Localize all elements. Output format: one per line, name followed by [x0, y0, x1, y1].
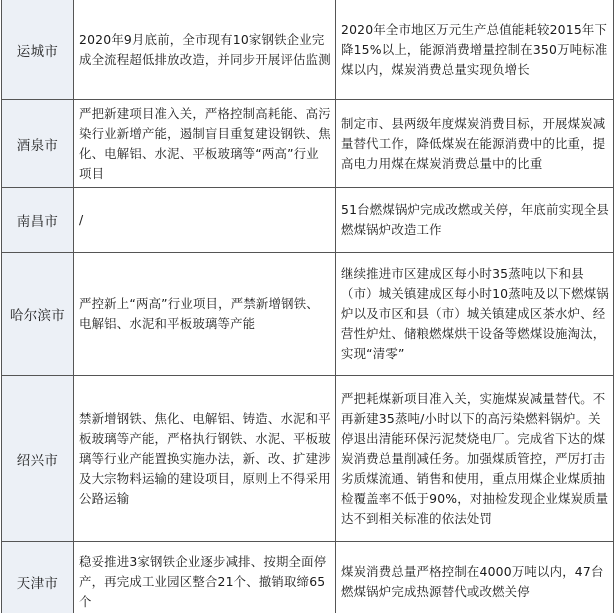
city-cell: 酒泉市	[2, 100, 74, 188]
industry-measure-cell: 2020年9月底前，全市现有10家钢铁企业完成全流程超低排放改造，并同步开展评估监测	[74, 0, 336, 100]
table-row	[2, 0, 614, 100]
coal-measure-cell: 严把耗煤新项目准入关，实施煤炭减量替代。不再新建35蒸吨/小时以下的高污染燃料锅炉。关停退出清能环保污泥焚烧电厂。完成省下达的煤炭消费总量削减任务。加强煤质管控，严厉打击劣质煤流通、销售和使用，重点用煤企业煤质抽检覆盖率不低于90%，对抽检发现企业煤炭质量达不到相关标准的依法处罚	[336, 376, 614, 542]
industry-measure-cell: 稳妥推进3家钢铁企业逐步减排、按期全面停产，再完成工业园区整合21个、撤销取缔65个	[74, 542, 336, 613]
city-cell: 绍兴市	[2, 376, 74, 542]
coal-measure-cell: 煤炭消费总量严格控制在4000万吨以内，47台燃煤锅炉完成热源替代或改燃关停	[336, 542, 614, 613]
policy-table	[1, 0, 614, 613]
table-row	[2, 100, 614, 188]
city-cell: 哈尔滨市	[2, 253, 74, 376]
industry-measure-cell: 严控新上“两高”行业项目，严禁新增钢铁、电解铝、水泥和平板玻璃等产能	[74, 253, 336, 376]
coal-measure-cell: 制定市、县两级年度煤炭消费目标，开展煤炭减量替代工作，降低煤炭在能源消费中的比重，提高电力用煤在煤炭消费总量中的比重	[336, 100, 614, 188]
city-cell: 南昌市	[2, 188, 74, 253]
city-cell: 运城市	[2, 0, 74, 100]
coal-measure-cell: 51台燃煤锅炉完成改燃或关停，年底前实现全县燃煤锅炉改造工作	[336, 188, 614, 253]
city-cell: 天津市	[2, 542, 74, 613]
table-row	[2, 542, 614, 613]
coal-measure-cell: 继续推进市区建成区每小时35蒸吨以下和县（市）城关镇建成区每小时10蒸吨及以下燃煤锅炉以及市区和县（市）城关镇建成区茶水炉、经营性炉灶、储粮燃煤烘干设备等燃煤设施淘汰，实现“清零”	[336, 253, 614, 376]
industry-measure-cell: 禁新增钢铁、焦化、电解铝、铸造、水泥和平板玻璃等产能，严格执行钢铁、水泥、平板玻璃等行业产能置换实施办法，新、改、扩建涉及大宗物料运输的建设项目，原则上不得采用公路运输	[74, 376, 336, 542]
table-row	[2, 376, 614, 542]
industry-measure-cell: 严把新建项目准入关，严格控制高耗能、高污染行业新增产能，遏制盲目重复建设钢铁、焦化、电解铝、水泥、平板玻璃等“两高”行业项目	[74, 100, 336, 188]
coal-measure-cell: 2020年全市地区万元生产总值能耗较2015年下降15%以上，能源消费增量控制在350万吨标准煤以内，煤炭消费总量实现负增长	[336, 0, 614, 100]
table-row	[2, 253, 614, 376]
industry-measure-cell: /	[74, 188, 336, 253]
table-row	[2, 188, 614, 253]
